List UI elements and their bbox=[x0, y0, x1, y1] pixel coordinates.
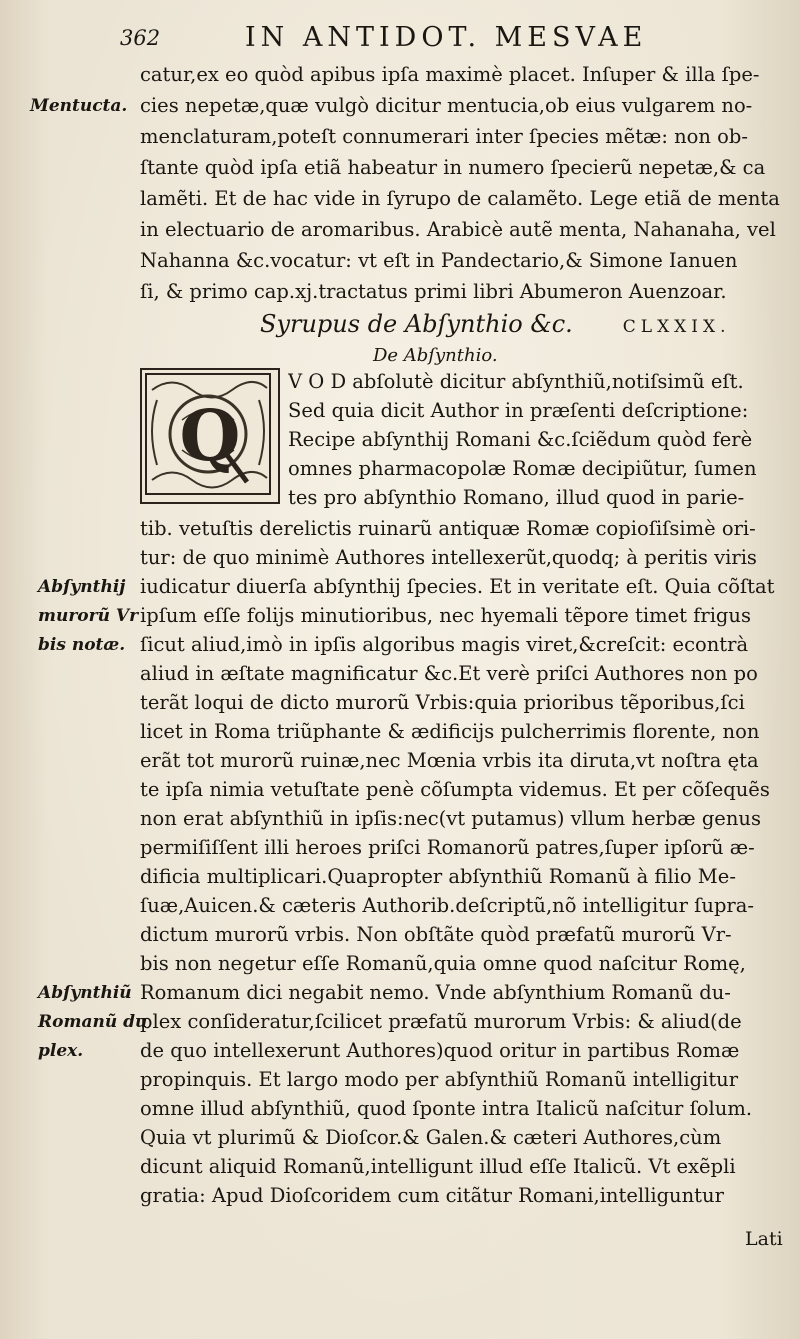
text-line: te ipſa nimia vetuſtate penè cõſumpta videmus. Et per cõſequẽs bbox=[140, 778, 770, 801]
text-line: lamẽti. Et de hac vide in ſyrupo de calamẽto. Lege etiã de menta bbox=[140, 187, 780, 210]
text-line: propinquis. Et largo modo per abſynthiũ Romanũ intelligitur bbox=[140, 1068, 739, 1091]
text-line: tes pro abſynthio Romano, illud quod in parie- bbox=[288, 486, 745, 509]
text-line: Sed quia dicit Author in præſenti deſcriptione: bbox=[288, 399, 749, 422]
chapter-heading bbox=[260, 310, 731, 338]
text-line: omne illud abſynthiũ, quod ſponte intra Italicũ naſcitur ſolum. bbox=[140, 1097, 753, 1120]
chapter-subheading: De Abſynthio. bbox=[373, 345, 498, 366]
text-line: terãt loqui de dicto murorũ Vrbis:quia prioribus tẽporibus,ſci bbox=[140, 691, 745, 714]
decorated-initial bbox=[140, 368, 280, 504]
text-line: ſicut aliud,imò in ipſis algoribus magis viret,&creſcit: econtrà bbox=[140, 633, 749, 656]
text-line: dicunt aliquid Romanũ,intelligunt illud eſſe Italicũ. Vt exẽpli bbox=[140, 1155, 736, 1178]
text-line: Romanum dici negabit nemo. Vnde abſynthium Romanũ du- bbox=[140, 981, 731, 1004]
text-line: catur,ex eo quòd apibus ipſa maximè placet. Inſuper & illa ſpe- bbox=[140, 63, 760, 86]
running-title: IN ANTIDOT. MESVAE bbox=[245, 22, 648, 53]
margin-note: Abſynthij bbox=[38, 577, 126, 597]
text-line: dictum murorũ vrbis. Non obſtãte quòd præfatũ murorũ Vr- bbox=[140, 923, 732, 946]
text-line: ſi, & primo cap.xj.tractatus primi libri Abumeron Auenzoar. bbox=[140, 280, 727, 303]
margin-note: murorũ Vr bbox=[38, 606, 139, 626]
page-number: 362 bbox=[120, 26, 161, 50]
text-line: tur: de quo minimè Authores intellexerũt,quodq; à peritis viris bbox=[140, 546, 757, 569]
text-line: Recipe abſynthij Romani &c.ſciẽdum quòd ferè bbox=[288, 428, 753, 451]
text-line: plex conſideratur,ſcilicet præfatũ murorum Vrbis: & aliud(de bbox=[140, 1010, 742, 1033]
text-line: ſtante quòd ipſa etiã habeatur in numero ſpecierũ nepetæ,& ca bbox=[140, 156, 766, 179]
text-line: menclaturam,poteſt connumerari inter ſpecies mẽtæ: non ob- bbox=[140, 125, 748, 148]
margin-note: Romanũ du bbox=[38, 1012, 148, 1032]
chapter-title: Syrupus de Abſynthio &c. bbox=[260, 310, 573, 338]
text-line: in electuario de aromaribus. Arabicè autẽ menta, Nahanaha, vel bbox=[140, 218, 776, 241]
text-line: V O D abſolutè dicitur abſynthiũ,notiſsimũ eſt. bbox=[288, 370, 744, 393]
text-line: Nahanna &c.vocatur: vt eſt in Pandectario,& Simone Ianuen bbox=[140, 249, 738, 272]
margin-note: plex. bbox=[38, 1041, 84, 1061]
text-line: gratia: Apud Dioſcoridem cum citãtur Romani,intelliguntur bbox=[140, 1184, 724, 1207]
text-line: ſuæ,Auicen.& cæteris Authorib.deſcriptũ,nõ intelligitur ſupra- bbox=[140, 894, 754, 917]
margin-note: Mentucta. bbox=[30, 96, 128, 116]
text-line: permiſiſſent illi heroes priſci Romanorũ patres,ſuper ipſorũ æ- bbox=[140, 836, 755, 859]
text-line: ipſum eſſe folijs minutioribus, nec hyemali tẽpore timet frigus bbox=[140, 604, 751, 627]
text-line: de quo intellexerunt Authores)quod oritur in partibus Romæ bbox=[140, 1039, 740, 1062]
text-line: iudicatur diuerſa abſynthij ſpecies. Et in veritate eſt. Quia cõſtat bbox=[140, 575, 775, 598]
text-line: bis non negetur eſſe Romanũ,quia omne quod naſcitur Romę, bbox=[140, 952, 746, 975]
text-line: dificia multiplicari.Quapropter abſynthiũ Romanũ à filio Me- bbox=[140, 865, 736, 888]
text-line: cies nepetæ,quæ vulgò dicitur mentucia,ob eius vulgarem no- bbox=[140, 94, 753, 117]
text-line: Quia vt plurimũ & Dioſcor.& Galen.& cæteri Authores,cùm bbox=[140, 1126, 722, 1149]
catchword: Lati bbox=[745, 1228, 783, 1250]
text-line: omnes pharmacopolæ Romæ decipiũtur, ſumen bbox=[288, 457, 757, 480]
text-line: erãt tot murorũ ruinæ,nec Mœnia vrbis ita diruta,vt noſtra ęta bbox=[140, 749, 759, 772]
margin-note: Abſynthiũ bbox=[38, 983, 132, 1003]
chapter-number: CLXXIX. bbox=[622, 317, 731, 337]
text-line: licet in Roma triũphante & ædificijs pulcherrimis florente, non bbox=[140, 720, 760, 743]
text-line: aliud in æſtate magnificatur &c.Et verè priſci Authores non po bbox=[140, 662, 758, 685]
initial-letter: Q bbox=[179, 394, 241, 478]
text-line: non erat abſynthiũ in ipſis:nec(vt putamus) vllum herbæ genus bbox=[140, 807, 761, 830]
margin-note: bis notæ. bbox=[38, 635, 126, 655]
text-line: tib. vetuſtis derelictis ruinarũ antiquæ Romæ copioſiſsimè ori- bbox=[140, 517, 756, 540]
page-header bbox=[120, 22, 780, 62]
